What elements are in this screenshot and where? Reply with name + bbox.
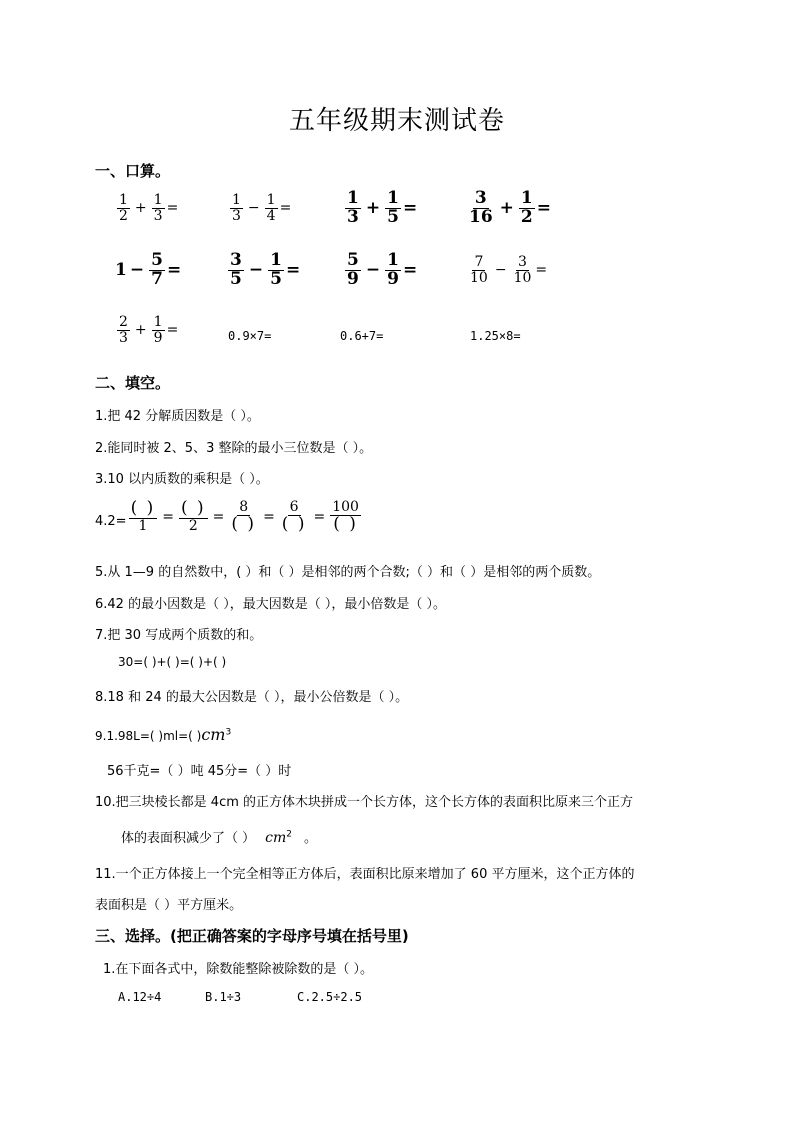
expr-r2-3: $\frac{5}{9}$ − $\frac{1}{9}$ = xyxy=(347,250,418,289)
question-7-line: 30=( )+( )=( )+( ) xyxy=(118,655,227,669)
fraction: $\frac{1}{9}$ xyxy=(387,250,399,289)
fraction: $\frac{1}{3}$ xyxy=(347,188,359,227)
question-10-line2: 体的表面积减少了（ ） $cm^2$ 。 xyxy=(121,829,318,846)
fraction: $\frac{1}{9}$ xyxy=(153,314,163,346)
section2-heading: 二、填空。 xyxy=(95,374,171,392)
fraction: $\frac{8}{( )}$ xyxy=(231,499,257,534)
option-a: A.12÷4 xyxy=(118,990,162,1004)
question-5: 5.从 1—9 的自然数中，( ）和（ ）是相邻的两个合数;（ ）和（ ）是相邻的两个质数。 xyxy=(95,565,601,580)
question-7: 7.把 30 写成两个质数的和。 xyxy=(95,628,263,643)
question-11-line2: 表面积是（ ）平方厘米。 xyxy=(95,898,243,913)
expr-r3-2: 0.9×7= xyxy=(228,329,272,343)
fraction: $\frac{6}{( )}$ xyxy=(281,499,307,534)
fraction: $\frac{7}{10}$ xyxy=(470,254,488,286)
fraction: $\frac{1}{5}$ xyxy=(270,250,282,289)
question-11-line1: 11.一个正方体接上一个完全相等正方体后，表面积比原来增加了 60 平方厘米，这个正方体的 xyxy=(95,867,635,882)
fraction: $\frac{1}{5}$ xyxy=(387,188,399,227)
fraction: $\frac{1}{2}$ xyxy=(119,192,128,224)
question-3: 3.10 以内质数的乘积是（ ）。 xyxy=(95,472,269,487)
question-2: 2.能同时被 2、5、3 整除的最小三位数是（ ）。 xyxy=(95,441,373,456)
question-4: 4.2= $\frac{( )}{1}$ = $\frac{( )}{2}$ = $\frac{8}{( )}$ = $\frac{6}{( )}$ = $\frac{100}{( )}$ xyxy=(95,498,359,534)
fraction: $\frac{3}{10}$ xyxy=(513,254,532,286)
fraction: $\frac{1}{3}$ xyxy=(153,192,163,224)
fraction: $\frac{3}{16}$ xyxy=(469,188,493,227)
fraction: $\frac{1}{2}$ xyxy=(520,188,533,227)
expr-r3-1: $\frac{2}{3}$ + $\frac{1}{9}$ = xyxy=(119,314,179,346)
fraction: $\frac{( )}{2}$ xyxy=(180,498,206,534)
question-9: 9.1.98L=( )ml=( )$cm^3$ xyxy=(95,725,232,744)
expr-r1-3: $\frac{1}{3}$ + $\frac{1}{5}$ = xyxy=(347,188,418,227)
expr-r2-2: $\frac{3}{5}$ − $\frac{1}{5}$ = xyxy=(230,250,301,289)
unit-cm: cm xyxy=(265,830,287,846)
section1-heading: 一、口算。 xyxy=(95,162,171,180)
expr-r3-4: 1.25×8= xyxy=(470,329,521,343)
choice-question-1: 1.在下面各式中，除数能整除被除数的是（ ）。 xyxy=(103,962,374,977)
section3-heading: 三、选择。(把正确答案的字母序号填在括号里) xyxy=(95,927,409,945)
expr-r1-1: $\frac{1}{2}$ + $\frac{1}{3}$ = xyxy=(119,192,179,224)
fraction: $\frac{( )}{1}$ xyxy=(130,498,156,534)
question-9-line2: 56千克=（ ）吨 45分=（ ）时 xyxy=(107,764,292,779)
page-title: 五年级期末测试卷 xyxy=(288,106,505,136)
fraction: $\frac{100}{( )}$ xyxy=(332,499,359,534)
option-b: B.1÷3 xyxy=(205,990,242,1004)
question-8: 8.18 和 24 的最大公因数是（ ），最小公倍数是（ ）。 xyxy=(95,690,409,705)
fraction: $\frac{2}{3}$ xyxy=(119,314,128,346)
option-c: C.2.5÷2.5 xyxy=(297,990,363,1004)
expr-r2-4: $\frac{7}{10}$ − $\frac{3}{10}$ = xyxy=(470,254,548,286)
fraction: $\frac{1}{3}$ xyxy=(232,192,241,224)
expr-r2-1: 1 − $\frac{5}{7}$ = xyxy=(115,250,182,289)
fraction: $\frac{1}{4}$ xyxy=(266,192,276,224)
question-6: 6.42 的最小因数是（ ），最大因数是（ ），最小倍数是（ ）。 xyxy=(95,597,446,612)
unit-cm: cm xyxy=(201,725,226,744)
question-1: 1.把 42 分解质因数是（ ）。 xyxy=(95,409,260,424)
expr-r3-3: 0.6+7= xyxy=(340,329,384,343)
fraction: $\frac{3}{5}$ xyxy=(230,250,242,289)
fraction: $\frac{5}{9}$ xyxy=(347,250,359,289)
expr-r1-4: $\frac{3}{16}$ + $\frac{1}{2}$ = xyxy=(469,188,552,227)
question-10-line1: 10.把三块棱长都是 4cm 的正方体木块拼成一个长方体，这个长方体的表面积比原来三个正方 xyxy=(95,795,634,810)
fraction: $\frac{5}{7}$ xyxy=(151,250,163,289)
expr-r1-2: $\frac{1}{3}$ − $\frac{1}{4}$ = xyxy=(232,192,292,224)
